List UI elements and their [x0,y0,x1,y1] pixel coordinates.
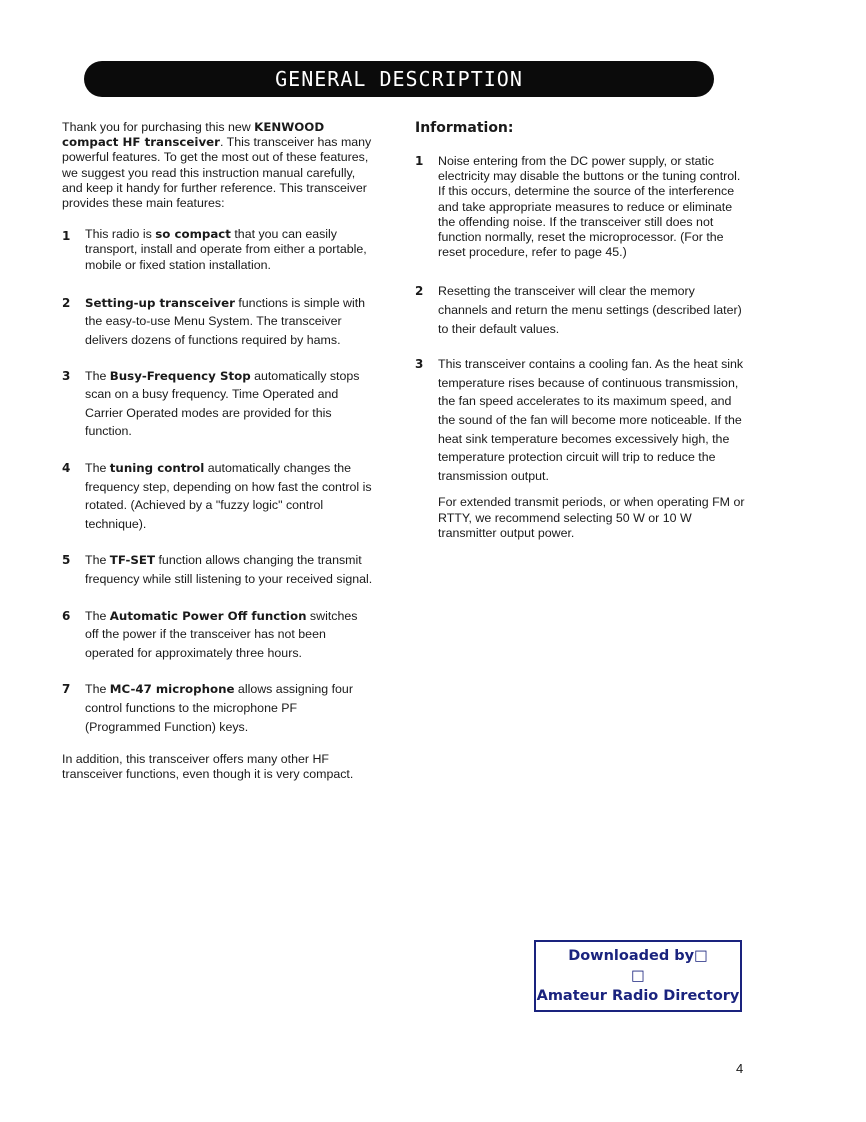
info-item-1 [415,154,745,260]
info-item-2 [415,282,745,338]
closing-paragraph: In addition, this transceiver offers many other HF transceiver functions, even though it is very compact. [62,752,354,782]
feature-number: 6 [62,608,71,623]
download-line-2: □ [631,968,645,984]
feature-number: 2 [62,295,71,310]
feature-item-3: 3 The Busy-Frequency Stop automatically stops scan on a busy frequency. Time Operated and Carrier Operated modes are provided for this function. [62,367,374,441]
info-text: This transceiver contains a cooling fan. As the heat sink temperature rises because of continuous transmission, the fan speed accelerates to its maximum speed, and the sound of the fan will become more noticeable. If the heat sink temperature becomes excessively high, the temperature protection circuit will trip to reduce the transmission output. [438,357,744,483]
information-heading: Information: [415,120,514,136]
intro-paragraph: Thank you for purchasing this new KENWOOD compact HF transceiver. This transceiver has many powerful features. To get the most out of these features, we suggest you read this instruction manual carefully, and keep it handy for further reference. This transceiver provides these main features: [62,120,372,211]
intro-bold: KENWOOD compact HF transceiver [62,120,325,150]
right-column [415,120,745,541]
feature-number: 5 [62,553,71,568]
info-number: 3 [415,357,424,372]
page-number: 4 [736,1061,744,1076]
feature-item-4: 4 The tuning control automatically changes the frequency step, depending on how fast the control is rotated. (Achieved by a "fuzzy logic" control technique). [62,459,374,533]
feature-item-5: 5 The TF-SET function allows changing the transmit frequency while still listening to your received signal. [62,551,374,588]
info-item-3 [415,355,745,485]
feature-number: 4 [62,460,71,475]
left-column [62,120,374,783]
extra-paragraph: For extended transmit periods, or when operating FM or RTTY, we recommend selecting 50 W or 10 W transmitter output power. [438,495,745,540]
feature-number: 1 [62,229,71,244]
feature-item-6: 6 The Automatic Power Off function switches off the power if the transceiver has not been operated for approximately three hours. [62,607,374,663]
feature-item-2: 2 Setting-up transceiver functions is simple with the easy-to-use Menu System. The transceiver delivers dozens of functions required by hams. [62,294,374,350]
download-line-3: Amateur Radio Directory [536,988,740,1004]
info-number: 2 [415,284,424,299]
info-text: Resetting the transceiver will clear the memory channels and return the menu settings (described later) to their default values. [438,284,742,336]
section-title: GENERAL DESCRIPTION [275,67,523,91]
download-stamp [534,940,742,1012]
info-number: 1 [415,154,424,168]
feature-item-1: 1 This radio is so compact that you can easily transport, install and operate from either a portable, mobile or fixed station installation. [62,227,367,272]
feature-item-7: 7 The MC-47 microphone allows assigning four control functions to the microphone PF (Programmed Function) keys. [62,680,374,736]
section-banner [84,61,714,97]
info-text: Noise entering from the DC power supply, or static electricity may disable the buttons or the tuning control. If this occurs, determine the source of the interference and take appropriate measures to reduce or eliminate the offending noise. If the transceiver still does not function normally, reset the microprocessor. (For the reset procedure, refer to page 45.) [438,154,741,260]
feature-number: 3 [62,368,71,383]
feature-number: 7 [62,682,71,697]
download-line-1: Downloaded by□ [568,948,708,964]
